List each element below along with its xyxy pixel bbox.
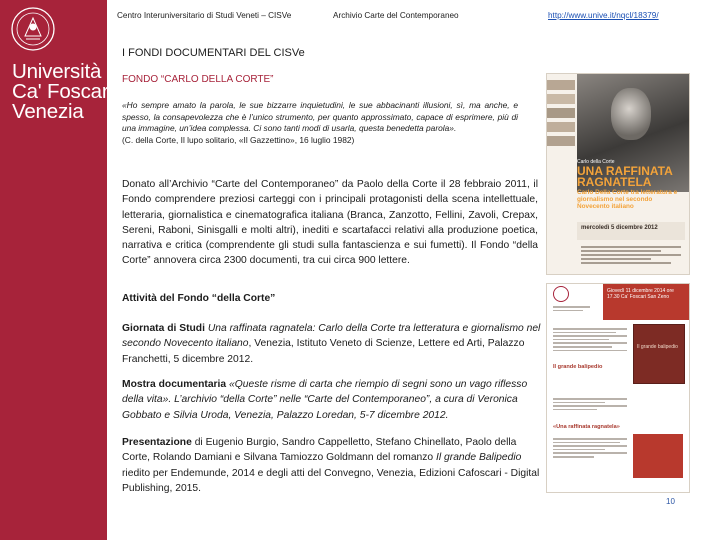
activity-text: di Eugenio Burgio, Sandro Cappelletto, Stefano Chinellato, Paolo della Corte, Rolando Damiani e Silvana Tamiozzo Goldmann del romanzo — [122, 437, 517, 464]
activity-title: Il grande Balipedio — [436, 452, 522, 464]
quote-source: (C. della Corte, Il lupo solitario, «Il Gazzettino», 16 luglio 1982) — [122, 134, 355, 145]
book-cover — [633, 324, 685, 384]
university-name-line-1: Università — [12, 60, 102, 83]
quote-block — [122, 100, 518, 146]
page-number: 10 — [666, 497, 675, 506]
poster-fine-print — [553, 436, 627, 460]
poster-band-text: Giovedì 11 dicembre 2014 ore 17.30 Ca’ Foscari San Zeno — [607, 288, 674, 300]
book-cover-title: Il grande balipedio — [637, 344, 678, 350]
header-link[interactable]: http://www.unive.it/nqcl/18379/ — [548, 11, 659, 20]
university-name-line-3: Venezia — [12, 100, 84, 123]
description-paragraph: Donato all’Archivio “Carte del Contemporaneo” da Paolo della Corte il 28 febbraio 2011, il Fondo comprendere preziosi carteggi con i principali protagonisti della scena intellettuale, letteraria, giornalistica e cinematografica italiana (Branca, Zanzotto, Fellini, Zavoli, Crepax, Sereni, Raboni, Sinisgalli e molti altri), inediti e scartafacci relativi alla produzione poetica, narrativa e critica (comprendente gli studi sulla fantascienza e sui fumetti). Il Fondo “della Corte” annovera circa 2300 documenti, tra cui circa 900 lettere. — [122, 179, 538, 267]
poster-headline: UNA RAFFINATA RAGNATELA — [577, 164, 673, 189]
header-archive-name: Archivio Carte del Contemporaneo — [333, 11, 459, 20]
header-center-name: Centro Interuniversitario di Studi Veneti – CISVe — [117, 11, 292, 20]
poster-subline: Carlo Della Corte tra letteratura e giornalismo nel secondo Novecento italiano — [577, 189, 678, 210]
portrait-face — [611, 88, 651, 140]
poster-thumbnail — [547, 122, 575, 132]
poster-thumbnail — [547, 94, 575, 104]
activity-item-presentation — [122, 435, 542, 496]
university-name — [12, 62, 113, 122]
university-name-line-2: Ca' Foscari — [12, 80, 113, 103]
activity-title: «Queste risme di carta che riempio di segni sono un vago riflesso della vita». L’archivio “della Corte” nelle “Carte del Contemporaneo”, a cura di Veronica Gobbato e Silvia Uroda, Venezia, Palazzo Loredan, 5-7 dicembre 2012. — [122, 379, 528, 421]
poster-thumbnail — [547, 80, 575, 90]
poster-heading: Il grande balipedio — [553, 364, 603, 370]
fondo-subtitle: FONDO “CARLO DELLA CORTE” — [122, 74, 274, 85]
presentation-poster-image — [546, 283, 690, 493]
activity-details: riedito per Endemunde, 2014 e degli atti del Convegno, Venezia, Edizioni Cafoscari - Digital Publishing, 2015. — [122, 467, 540, 494]
activity-item-study-day — [122, 321, 542, 367]
activity-details: , Venezia, Istituto Veneto di Scienze, Lettere ed Arti, Palazzo Franchetti, 5 dicembre 2012. — [122, 338, 525, 365]
poster-thumbnail — [547, 136, 575, 146]
quote-text: «Ho sempre amato la parola, le sue bizzarre inquietudini, le sue abbacinanti illusioni, sì, ma anche, e spesso, la consapevolezza che è l’unico strumento, per quanto approssimato, capace di esprimere, più di una immagine, un’idea complessa. Ci sono tanti modi di usarla, questa benedetta parola». — [122, 100, 518, 134]
poster-fine-print — [553, 326, 627, 353]
poster-thumbnail — [547, 108, 575, 118]
poster-name: Carlo della Corte — [577, 159, 615, 165]
page-title: I FONDI DOCUMENTARI DEL CISVe — [122, 47, 305, 59]
university-seal-logo — [10, 6, 56, 52]
activity-lead: Mostra documentaria — [122, 379, 229, 390]
poster-date: mercoledì 5 dicembre 2012 — [581, 225, 658, 231]
event-poster-image — [546, 73, 690, 275]
section-title: Attività del Fondo “della Corte” — [122, 293, 276, 304]
poster-fine-print — [581, 244, 681, 266]
poster-fine-print — [553, 396, 627, 412]
poster-heading: «Una raffinata ragnatela» — [553, 424, 620, 430]
activity-item-exhibition — [122, 377, 542, 423]
university-seal-icon — [553, 286, 569, 302]
activity-lead: Giornata di Studi — [122, 323, 208, 334]
activity-lead: Presentazione — [122, 437, 192, 448]
book-cover-2 — [633, 434, 683, 478]
activity-title: Una raffinata ragnatela: Carlo della Corte tra letteratura e giornalismo nel secondo Novecento italiano — [122, 323, 541, 350]
sidebar — [0, 0, 113, 540]
